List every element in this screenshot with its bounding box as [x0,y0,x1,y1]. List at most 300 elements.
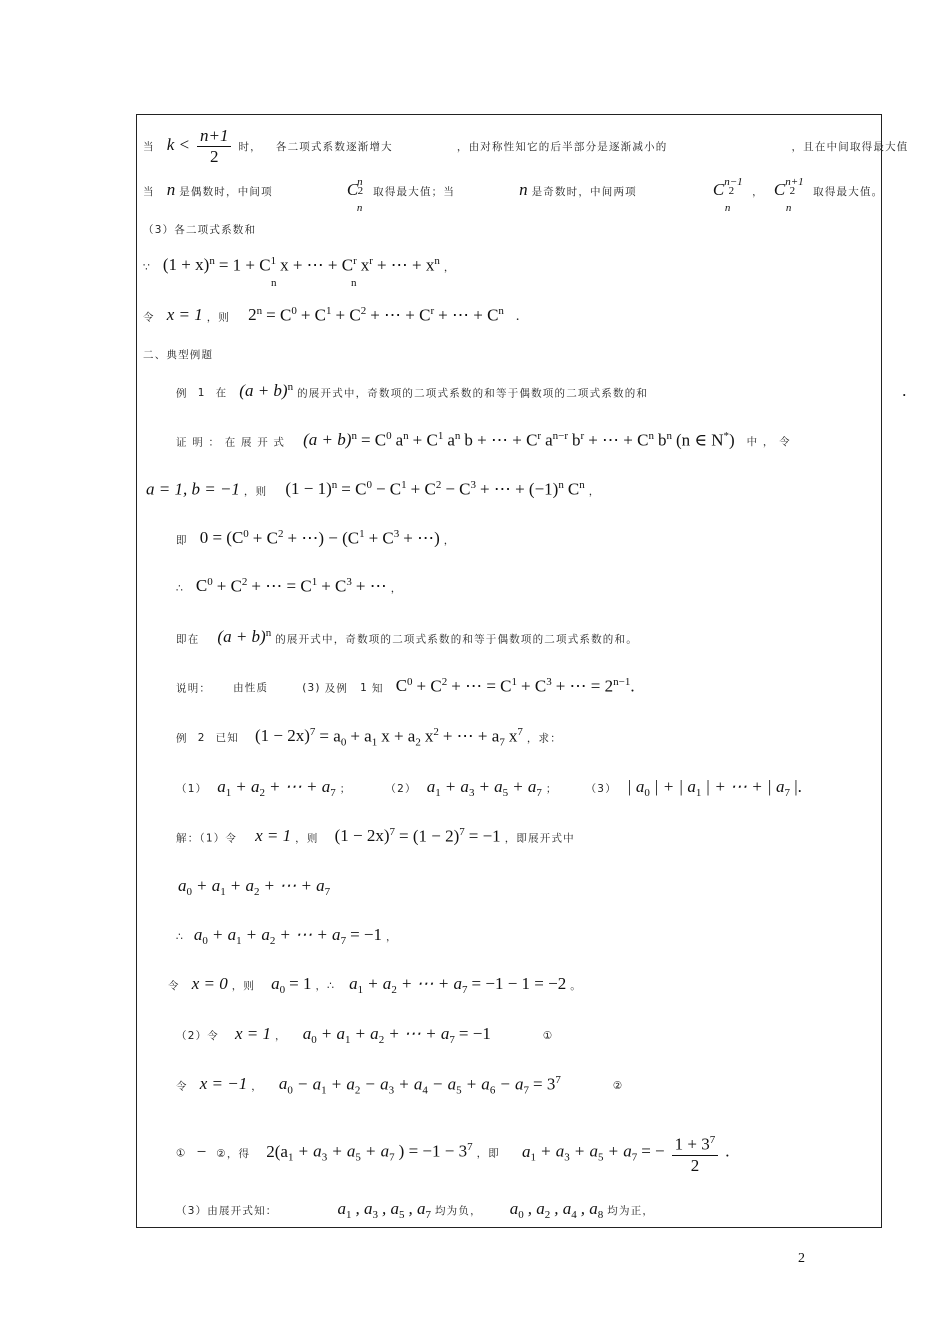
expr: + ⋯ + C [588,430,649,450]
expr: + a [245,925,270,944]
binomial-term [346,176,369,214]
expr: x + ⋯ + C [280,255,354,275]
label: （2） [385,783,417,795]
superscript: n+1 [785,176,804,188]
superscript: n [403,430,409,442]
expr: (a + b) [239,381,288,401]
page-number: 2 [798,1251,805,1266]
expr: x [508,726,518,746]
superscript: 1 [511,676,517,688]
fraction-denominator: 2 [209,147,219,166]
number: 1 [197,387,206,400]
fraction [197,126,231,167]
text-line-2 [143,176,884,214]
expr: = a [319,726,341,746]
superscript: * [723,430,729,442]
fraction-denominator: 2 [690,1155,700,1175]
text-line-7 [176,381,906,401]
superscript: 0 [407,676,413,688]
expr: 2 [248,305,257,325]
expr: (a + b) [217,627,266,647]
subscript: n [785,202,792,214]
expr: a [349,974,358,993]
text: 取得最大值；当 [373,186,456,198]
expr: |. [789,777,802,796]
expr: = −1 [468,826,501,846]
expr: (1 + x) [162,255,210,275]
subscript: n [351,277,357,289]
expr: − a [499,1074,524,1094]
superscript: 2 [277,528,284,540]
expr: a [337,1199,346,1218]
text: 在 [215,387,228,400]
expr: + a [354,1024,379,1043]
expr: + ⋯ + a [388,1024,450,1043]
text-line-23 [176,1199,654,1221]
subscript: n [271,277,277,289]
superscript: 1 [437,430,444,442]
superscript: n [666,430,672,442]
subscript: 3 [372,1209,378,1222]
symbol: C [773,180,786,199]
expr: + C [252,528,278,548]
text: 均为正， [607,1205,655,1217]
subscript: 1 [345,1209,352,1222]
text-line-10 [176,528,455,548]
expr: + a [330,1074,355,1094]
label: 说明： [176,682,212,695]
variable: n [519,180,528,199]
superscript: 7 [709,1134,716,1146]
text-line-13 [176,676,635,696]
expr: b [572,430,581,450]
expr: + a [196,876,221,895]
expr: + ⋯ + (−1) [480,479,559,499]
expr: x + a [381,726,416,746]
expr: − a [364,1074,389,1094]
expr: x = 1 [166,305,203,325]
label: 当 [143,141,155,154]
expr: C [395,676,408,696]
subscript: 1 [357,984,364,997]
superscript: 2 [441,676,448,688]
label: 即 [176,534,188,547]
subscript: 1 [225,787,232,800]
expr: + ⋯ + a [279,925,341,944]
expr: + a [512,777,537,796]
expr: | + ⋯ + | a [705,777,785,796]
superscript: n [209,255,215,267]
expr: = −1 [350,925,382,944]
subscript: 1 [695,787,702,800]
text: 的展开式中，奇数项的二项式系数的和等于偶数项的二项式系数的和。 [275,633,638,646]
expr: − C [445,479,471,499]
superscript: n [498,305,504,317]
text: 是奇数时，中间两项 [531,186,637,198]
expr: a [178,876,187,895]
subscript: 1 [344,1034,351,1047]
expr: (1 − 2x) [255,726,310,746]
superscript: n−1 [613,676,631,688]
inequality: k < [166,135,190,155]
subscript: 2 [415,736,421,749]
superscript: 1 [359,528,365,540]
subscript: 2 [391,984,397,997]
expr: , a [580,1199,598,1218]
expr: − a [296,1074,322,1094]
superscript: r [353,255,357,267]
text-line-11 [176,576,402,596]
expr: + a [367,974,392,993]
expr: − C [375,479,402,499]
superscript: 7 [467,1141,473,1154]
subscript: 1 [530,1151,536,1164]
text: 是偶数时，中间项 [179,186,273,198]
superscript: 3 [470,479,476,491]
label: 当 [143,186,155,198]
sub-index: 2 [728,185,735,197]
subscript: 7 [536,787,542,800]
subscript: 7 [499,736,505,749]
text-line-9 [146,479,600,499]
subscript: 1 [287,1151,294,1164]
expr: = − [641,1141,665,1161]
text: ，则 [295,832,319,845]
text: 证 明 ： 在 展 开 式 [176,436,286,449]
text: ； [339,783,352,795]
expr: + ⋯) [403,528,440,548]
subscript: 2 [544,1209,551,1222]
superscript: n [579,479,585,491]
expr: a [522,1141,531,1161]
superscript: 0 [243,528,249,540]
superscript: 3 [346,576,352,588]
expr: − a [431,1074,457,1094]
superscript: n [648,430,654,442]
period: . [515,309,520,325]
subscript: 3 [321,1151,328,1164]
expr: + a [320,1024,345,1043]
expr: ) = −1 − 3 [398,1141,468,1161]
expr: x = 1 [255,826,292,846]
text: (3) [302,682,321,695]
period: . [630,676,635,696]
subscript: 0 [644,787,650,800]
expr: a [395,430,404,450]
expr: = −1 − 1 = −2 [471,974,567,993]
superscript: 7 [459,826,465,838]
superscript: r [580,430,585,442]
label: 例 [176,732,188,745]
expr: + a [573,1141,598,1161]
subscript: 1 [236,935,242,948]
expr: + C [521,676,547,696]
expr: , a [408,1199,426,1218]
expr: | + | a [653,777,696,796]
subscript: 5 [398,1209,405,1222]
text: 的展开式中，奇数项的二项式系数的和等于偶数项的二项式系数的和 [297,387,649,400]
expr: + C [412,430,438,450]
number: 2 [197,732,206,745]
text-line-14 [176,726,562,749]
equation-marker: ② [612,1080,624,1093]
expr: = 3 [533,1074,556,1094]
text: ， [443,261,456,274]
expr: + a [444,777,469,796]
expr: C [195,576,208,596]
symbol: ∵ [143,261,151,274]
superscript: 1 [270,255,277,267]
expr: a [509,1199,519,1218]
superscript: n [331,479,338,491]
symbol: ∴ [176,582,184,595]
expr: + a [297,1141,322,1161]
subscript: 7 [462,984,468,997]
expr: x = 1 [234,1024,272,1043]
expr: + ⋯) − (C [287,528,360,548]
expr: 2(a [266,1141,288,1161]
text: 知 [372,682,384,695]
expr: , a [554,1199,572,1218]
text-line-4 [143,255,456,289]
text: 中 ， 令 [746,436,791,449]
subscript: 6 [489,1084,496,1097]
subscript: 7 [523,1084,530,1097]
superscript: n [287,381,294,393]
superscript: n [454,430,461,442]
expr: + a [350,726,372,746]
superscript: 2 [360,305,367,317]
text-line-8 [176,430,791,450]
text: 各二项式系数逐渐增大 [275,141,393,154]
text: 即在 [176,633,200,646]
symbol: C [346,180,359,199]
expr: + a [540,1141,565,1161]
superscript: 0 [291,305,297,317]
subscript: 7 [324,886,331,899]
text: ，且在中间取得最大值 [791,141,909,154]
expr: a [302,1024,312,1043]
subscript: 5 [355,1151,361,1164]
expr: ) [728,430,735,450]
superscript: 7 [517,726,523,738]
text: ，∴ [315,980,336,992]
expr: a [447,430,455,450]
text-line-18 [176,925,398,947]
symbol: C [712,180,725,199]
expr: + C [335,305,361,325]
superscript: 0 [207,576,213,588]
text-line-12 [176,627,638,647]
expr: + C [410,479,436,499]
expr: = 1 [289,974,312,993]
subscript: 5 [597,1151,604,1164]
equation-marker: ① [176,1147,187,1160]
expr: = 1 + C [218,255,271,275]
label: 例 [176,387,188,400]
expr: + a [465,1074,490,1094]
superscript: 7 [389,826,395,838]
superscript: r [537,430,542,442]
text: ，即 [476,1147,500,1160]
subscript: 7 [449,1034,455,1047]
subscript: 7 [425,1209,431,1222]
superscript: 2 [435,479,442,491]
subscript: 0 [202,935,208,948]
text: 及例 [324,682,349,695]
superscript: n [351,430,357,442]
expr: + C [416,676,442,696]
superscript: n [357,176,363,188]
expr: = −1 [458,1024,491,1043]
binomial-term [712,176,748,214]
text: ， [588,485,601,498]
subscript: 0 [279,984,286,997]
expr: + ⋯ = C [251,576,312,596]
text: 已知 [215,732,239,745]
expr: + ⋯ + a [263,876,325,895]
expr: b + ⋯ + C [464,430,538,450]
subscript: 8 [597,1209,604,1222]
expr: = C [266,305,292,325]
expr: = C [341,479,367,499]
subscript: 2 [259,787,266,800]
expr: + ⋯ + a [400,974,463,993]
subscript: 0 [186,886,192,899]
superscript: n−r [552,430,569,442]
expr: + ⋯ + C [438,305,499,325]
expr: + ⋯ = 2 [555,676,614,696]
expr: (1 − 1) [285,479,332,499]
subscript: 0 [518,1209,524,1222]
label: 令 [143,311,155,324]
period: . [902,381,907,401]
text: 均为负， [434,1205,482,1217]
expr: a [426,777,436,796]
expr: C [567,479,580,499]
subscript: 1 [321,1084,327,1097]
fraction [672,1130,719,1176]
expr: + C [300,305,327,325]
expr: + ⋯ + a [269,777,331,796]
expr: (1 − 2x) [334,826,390,846]
superscript: 7 [555,1074,561,1086]
superscript: r [369,255,373,267]
content-frame [136,114,882,1228]
text-line-17 [178,876,330,898]
expr: a [271,974,280,993]
superscript: 7 [309,726,316,738]
superscript: 2 [241,576,248,588]
text-line-20 [176,1024,553,1046]
text: 。 [570,980,582,992]
text-line-22 [176,1130,729,1176]
subscript: 4 [422,1084,428,1097]
superscript: n [434,255,440,267]
subscript: 4 [571,1209,577,1222]
expr: + C [321,576,347,596]
expr: + ⋯ [355,576,387,596]
superscript: 0 [386,430,392,442]
expr: + ⋯ + C [370,305,431,325]
symbol: ∴ [176,931,184,943]
text: ，由对称性知它的后半部分是逐渐减小的 [456,141,668,154]
subscript: 3 [468,787,475,800]
text: ，则 [231,980,256,992]
expr: | a [626,777,645,796]
text: ， [251,1080,263,1093]
expr: a [545,430,553,450]
subscript: 2 [354,1084,361,1097]
fraction-numerator [672,1130,719,1156]
label: 解：（1）令 [176,832,238,845]
subscript: n [724,202,731,214]
text-line-1 [143,126,908,167]
text: （3）由展开式知： [176,1205,278,1217]
section-heading: 二、典型例题 [143,349,214,361]
text: ， [390,582,403,595]
expr: + a [478,777,503,796]
label: （1） [176,783,208,795]
expr: + ⋯ + a [442,726,500,746]
label: （3） [585,783,617,795]
expr: + C [368,528,394,548]
text: ，则 [243,485,268,498]
expr: = C [360,430,387,450]
expr: x [360,255,370,275]
subscript: 2 [253,886,260,899]
label: （2）令 [176,1030,219,1042]
superscript: n [265,627,272,639]
text: ，求： [526,732,562,745]
fraction-numerator: n+1 [197,126,231,147]
numerator-text: 1 + 3 [674,1134,710,1154]
subscript: 0 [287,1084,293,1097]
subscript: 0 [311,1034,317,1047]
text-line-5 [143,305,519,325]
superscript: 2 [433,726,439,738]
superscript: 1 [401,479,407,491]
expr: + a [211,925,237,944]
text: 时， [238,141,262,154]
subscript: 1 [220,886,226,899]
sub-index: 2 [357,185,364,197]
subscript: 5 [456,1084,462,1097]
equation-marker: ① [542,1030,554,1042]
subscript: 5 [502,787,509,800]
superscript: n [558,479,564,491]
subscript: 2 [378,1034,385,1047]
expr: + a [235,777,260,796]
number: 1 [360,682,368,695]
expr: + ⋯ = C [451,676,512,696]
expr: + a [607,1141,632,1161]
text-line-3: （3）各二项式系数和 [143,224,257,236]
label: 令 [176,1080,188,1093]
sub-index: 2 [789,185,796,197]
superscript: 1 [326,305,332,317]
expr: (n ∈ N [675,430,724,450]
expr: = (1 − 2) [399,826,460,846]
text: ， [443,534,456,547]
subscript: 7 [389,1151,395,1164]
expr: + ⋯ + x [376,255,435,275]
expr: + a [331,1141,356,1161]
expr: + a [398,1074,423,1094]
expr: b [657,430,667,450]
expr: + a [364,1141,390,1161]
text: 取得最大值。 [813,186,884,198]
